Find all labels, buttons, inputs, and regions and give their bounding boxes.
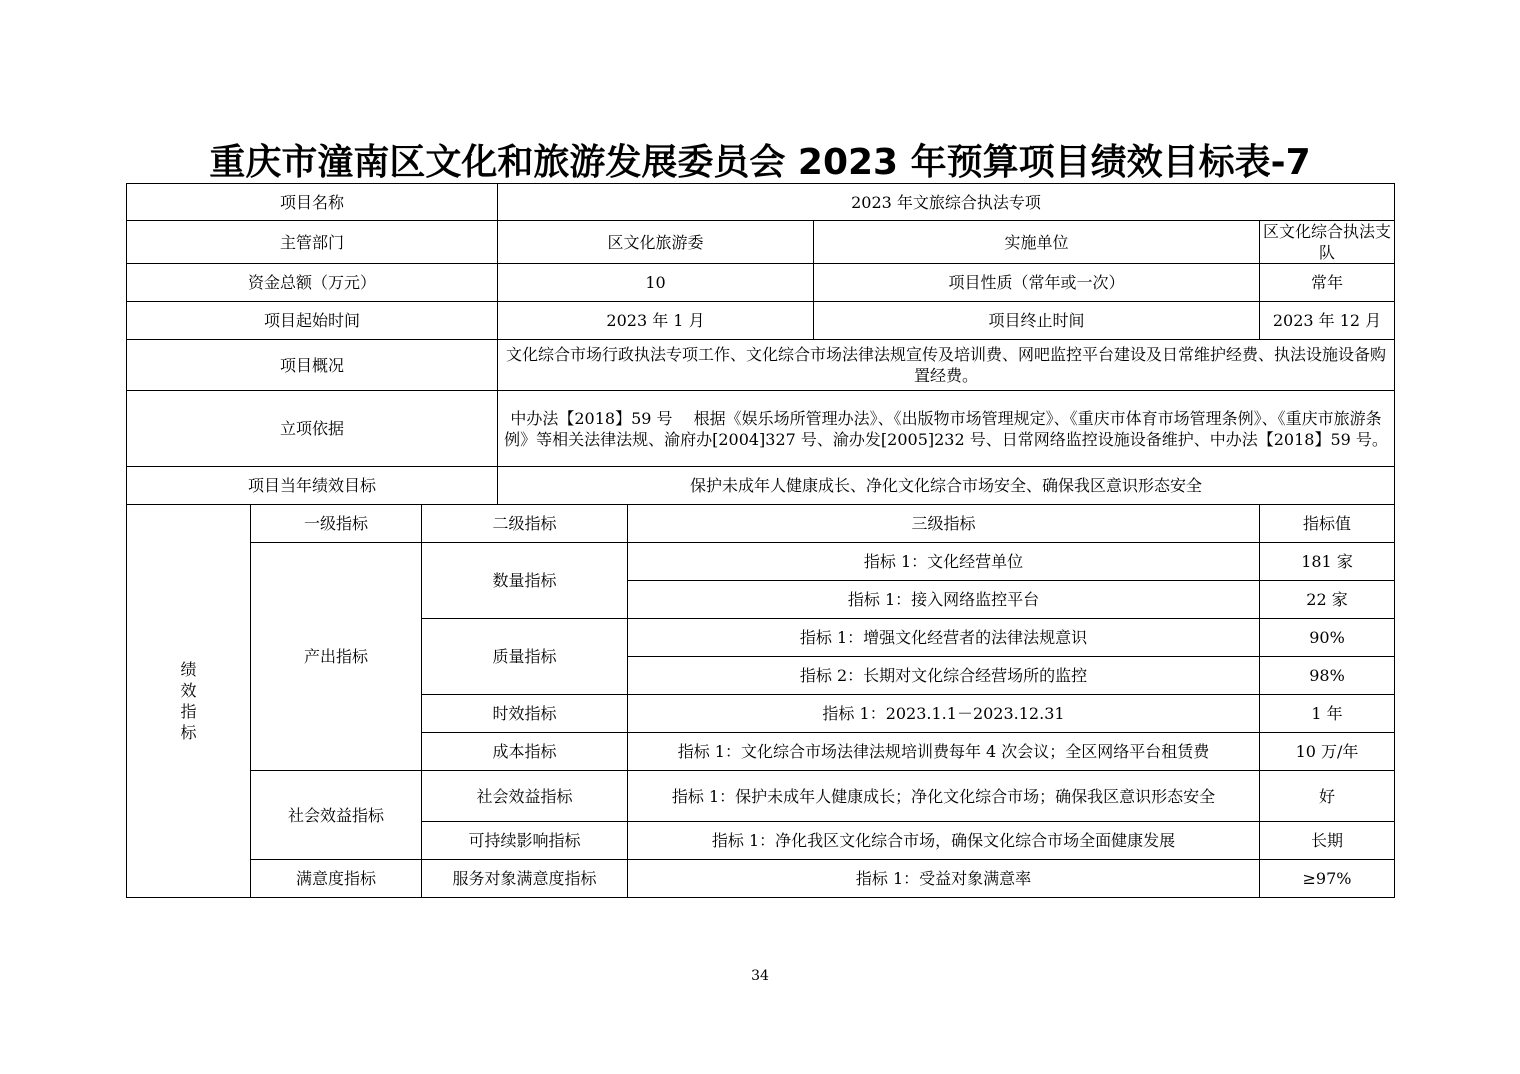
indicator-row-value: 181 家 xyxy=(1260,543,1395,581)
indicator-row-text: 指标 1：文化经营单位 xyxy=(628,543,1260,581)
performance-target-table xyxy=(126,183,1395,898)
timeliness-indicator-label: 时效指标 xyxy=(422,695,628,733)
start-value: 2023 年 1 月 xyxy=(498,302,814,340)
goal-label: 项目当年绩效目标 xyxy=(127,467,498,505)
dept-label: 主管部门 xyxy=(127,221,498,264)
social-benefit-indicator-label: 社会效益指标 xyxy=(422,771,628,822)
header-level1: 一级指标 xyxy=(251,505,422,543)
indicator-row-text: 指标 1：受益对象满意率 xyxy=(628,860,1260,898)
indicator-row-value: 10 万/年 xyxy=(1260,733,1395,771)
indicator-row-text: 指标 1：2023.1.1－2023.12.31 xyxy=(628,695,1260,733)
sustainability-indicator-label: 可持续影响指标 xyxy=(422,822,628,860)
basis-value: 中办法【2018】59 号 根据《娱乐场所管理办法》、《出版物市场管理规定》、《重庆市体育市场管理条例》、《重庆市旅游条例》等相关法律法规、渝府办[2004]327 号、渝办发[2005]232 号、日常网络监控设施设备维护、中办法【2018】59 号。 xyxy=(498,391,1395,467)
quantity-indicator-label: 数量指标 xyxy=(422,543,628,619)
indicator-row-value: 22 家 xyxy=(1260,581,1395,619)
indicator-row-value: 好 xyxy=(1260,771,1395,822)
header-level2: 二级指标 xyxy=(422,505,628,543)
goal-value: 保护未成年人健康成长、净化文化综合市场安全、确保我区意识形态安全 xyxy=(498,467,1395,505)
page-number: 34 xyxy=(751,968,769,984)
indicator-row-value: ≥97% xyxy=(1260,860,1395,898)
indicator-row-text: 指标 1：文化综合市场法律法规培训费每年 4 次会议；全区网络平台租赁费 xyxy=(628,733,1260,771)
indicator-row-value: 1 年 xyxy=(1260,695,1395,733)
indicator-row-text: 指标 1：保护未成年人健康成长；净化文化综合市场；确保我区意识形态安全 xyxy=(628,771,1260,822)
document-title: 重庆市潼南区文化和旅游发展委员会 2023 年预算项目绩效目标表-7 xyxy=(209,142,1311,183)
header-level3: 三级指标 xyxy=(628,505,1260,543)
quality-indicator-label: 质量指标 xyxy=(422,619,628,695)
indicator-section-label xyxy=(127,505,251,898)
dept-value: 区文化旅游委 xyxy=(498,221,814,264)
header-value: 指标值 xyxy=(1260,505,1395,543)
impl-label: 实施单位 xyxy=(814,221,1260,264)
nature-value: 常年 xyxy=(1260,264,1395,302)
output-indicator-label: 产出指标 xyxy=(251,543,422,771)
overview-label: 项目概况 xyxy=(127,340,498,391)
end-value: 2023 年 12 月 xyxy=(1260,302,1395,340)
satisfaction-indicator-label: 满意度指标 xyxy=(251,860,422,898)
social-indicator-label: 社会效益指标 xyxy=(251,771,422,860)
end-label: 项目终止时间 xyxy=(814,302,1260,340)
funds-value: 10 xyxy=(498,264,814,302)
overview-value: 文化综合市场行政执法专项工作、文化综合市场法律法规宣传及培训费、网吧监控平台建设及日常维护经费、执法设施设备购置经费。 xyxy=(498,340,1395,391)
indicator-section-text: 绩 效 指 标 xyxy=(180,660,197,742)
indicator-row-value: 98% xyxy=(1260,657,1395,695)
indicator-row-value: 90% xyxy=(1260,619,1395,657)
project-name-label: 项目名称 xyxy=(127,184,498,221)
indicator-row-value: 长期 xyxy=(1260,822,1395,860)
indicator-row-text: 指标 1：接入网络监控平台 xyxy=(628,581,1260,619)
basis-label: 立项依据 xyxy=(127,391,498,467)
funds-label: 资金总额（万元） xyxy=(127,264,498,302)
start-label: 项目起始时间 xyxy=(127,302,498,340)
service-satisfaction-label: 服务对象满意度指标 xyxy=(422,860,628,898)
indicator-row-text: 指标 2：长期对文化综合经营场所的监控 xyxy=(628,657,1260,695)
nature-label: 项目性质（常年或一次） xyxy=(814,264,1260,302)
cost-indicator-label: 成本指标 xyxy=(422,733,628,771)
indicator-row-text: 指标 1：增强文化经营者的法律法规意识 xyxy=(628,619,1260,657)
project-name-value: 2023 年文旅综合执法专项 xyxy=(498,184,1395,221)
indicator-row-text: 指标 1：净化我区文化综合市场，确保文化综合市场全面健康发展 xyxy=(628,822,1260,860)
impl-value: 区文化综合执法支队 xyxy=(1260,221,1395,264)
